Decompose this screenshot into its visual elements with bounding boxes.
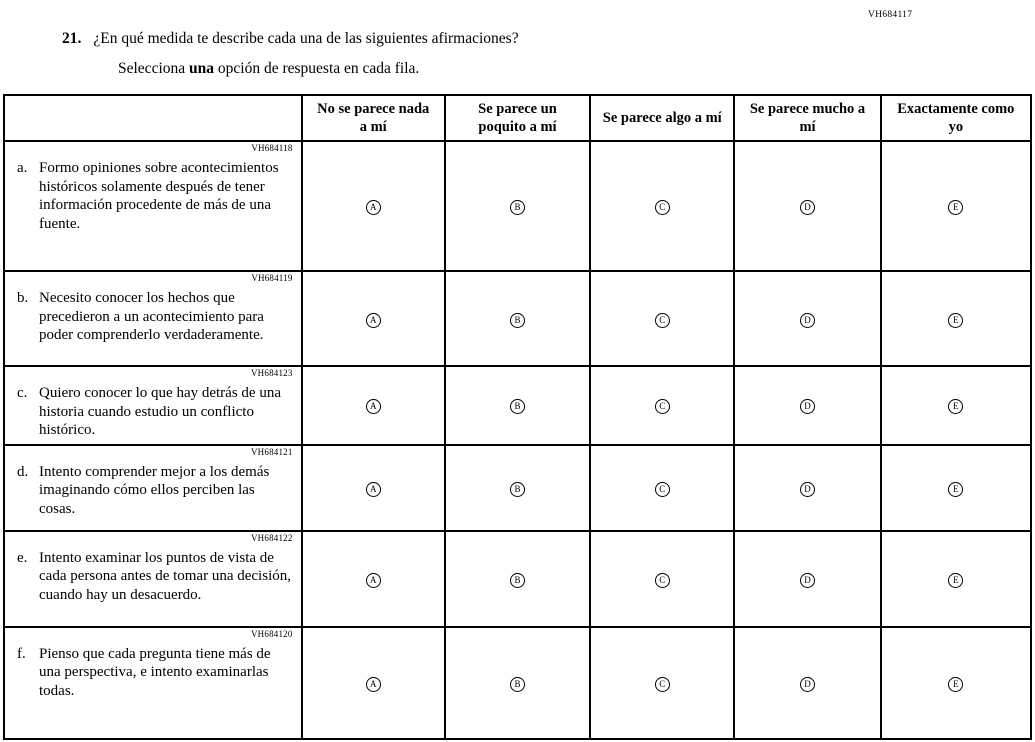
radio-option-e[interactable]: E xyxy=(948,399,963,414)
radio-option-b[interactable]: B xyxy=(510,200,525,215)
radio-option-e[interactable]: E xyxy=(948,200,963,215)
option-cell[interactable] xyxy=(881,271,1031,366)
radio-option-c[interactable]: C xyxy=(655,482,670,497)
option-cell[interactable] xyxy=(445,366,590,445)
instruction-bold-word: una xyxy=(189,60,215,77)
option-cell[interactable] xyxy=(881,366,1031,445)
option-cell[interactable] xyxy=(734,141,880,271)
item-code: VH684121 xyxy=(250,446,293,457)
item-code: VH684120 xyxy=(250,628,293,639)
option-cell[interactable] xyxy=(590,445,734,531)
row-label: d. xyxy=(17,463,29,480)
radio-option-a[interactable]: A xyxy=(366,399,381,414)
row-label: a. xyxy=(17,160,28,176)
statement-cell xyxy=(4,531,302,627)
radio-option-b[interactable]: B xyxy=(510,313,525,328)
option-cell[interactable] xyxy=(881,445,1031,531)
table-row-e xyxy=(4,531,1031,627)
option-cell[interactable] xyxy=(302,141,445,271)
statement-text: Formo opiniones sobre acontecimientos históricos solamente después de tener información procedente de más de una fuente. xyxy=(39,160,279,232)
radio-option-d[interactable]: D xyxy=(800,200,815,215)
option-cell[interactable] xyxy=(445,531,590,627)
table-row-b xyxy=(4,271,1031,366)
radio-option-e[interactable]: E xyxy=(948,677,963,692)
statement-text: Intento examinar los puntos de vista de cada persona antes de tomar una decisión, cuando hay un desacuerdo. xyxy=(39,549,291,603)
radio-option-c[interactable]: C xyxy=(655,200,670,215)
radio-option-d[interactable]: D xyxy=(800,399,815,414)
table-row-d xyxy=(4,445,1031,531)
option-cell[interactable] xyxy=(445,445,590,531)
form-code: VH684117 xyxy=(868,10,913,20)
radio-option-c[interactable]: C xyxy=(655,399,670,414)
table-row-c xyxy=(4,366,1031,445)
statement-cell xyxy=(4,627,302,739)
statement-text: Intento comprender mejor a los demás imaginando cómo ellos perciben las cosas. xyxy=(39,463,270,517)
row-label: c. xyxy=(17,385,28,401)
radio-option-a[interactable]: A xyxy=(366,200,381,215)
column-header-2: Se parece algo a mí xyxy=(590,95,734,141)
statement-cell xyxy=(4,141,302,271)
column-header-3: Se parece mucho a mí xyxy=(734,95,880,141)
option-cell[interactable] xyxy=(734,271,880,366)
row-label: e. xyxy=(17,549,28,566)
option-cell[interactable] xyxy=(734,531,880,627)
statement-cell xyxy=(4,366,302,445)
radio-option-a[interactable]: A xyxy=(366,573,381,588)
table-row-a xyxy=(4,141,1031,271)
radio-option-a[interactable]: A xyxy=(366,677,381,692)
option-cell[interactable] xyxy=(302,445,445,531)
option-cell[interactable] xyxy=(445,271,590,366)
option-cell[interactable] xyxy=(590,531,734,627)
column-header-0: No se parece nada a mí xyxy=(302,95,445,141)
radio-option-c[interactable]: C xyxy=(655,677,670,692)
option-cell[interactable] xyxy=(881,627,1031,739)
statement-column-header xyxy=(4,95,302,141)
radio-option-d[interactable]: D xyxy=(800,677,815,692)
option-cell[interactable] xyxy=(590,627,734,739)
radio-option-d[interactable]: D xyxy=(800,573,815,588)
statement-cell xyxy=(4,271,302,366)
radio-option-d[interactable]: D xyxy=(800,313,815,328)
option-cell[interactable] xyxy=(302,271,445,366)
option-cell[interactable] xyxy=(445,627,590,739)
option-cell[interactable] xyxy=(590,366,734,445)
radio-option-e[interactable]: E xyxy=(948,573,963,588)
item-code: VH684119 xyxy=(251,273,293,283)
item-code: VH684122 xyxy=(250,532,293,543)
header-row xyxy=(4,95,1031,141)
statement-text: Pienso que cada pregunta tiene más de una perspectiva, e intento examinarlas todas. xyxy=(39,645,271,699)
radio-option-b[interactable]: B xyxy=(510,677,525,692)
instruction-suffix: opción de respuesta en cada fila. xyxy=(214,60,420,77)
radio-option-c[interactable]: C xyxy=(655,573,670,588)
option-cell[interactable] xyxy=(734,445,880,531)
instruction-prefix: Selecciona xyxy=(118,60,190,77)
statement-text: Necesito conocer los hechos que precedieron a un acontecimiento para poder comprenderlo verdaderamente. xyxy=(39,290,264,344)
option-cell[interactable] xyxy=(445,141,590,271)
radio-option-a[interactable]: A xyxy=(366,313,381,328)
column-header-1: Se parece un poquito a mí xyxy=(445,95,590,141)
radio-option-a[interactable]: A xyxy=(366,482,381,497)
radio-option-e[interactable]: E xyxy=(948,482,963,497)
column-header-4: Exactamente como yo xyxy=(881,95,1031,141)
radio-option-b[interactable]: B xyxy=(510,482,525,497)
option-cell[interactable] xyxy=(302,531,445,627)
statement-text: Quiero conocer lo que hay detrás de una historia cuando estudio un conflicto histórico. xyxy=(39,385,281,439)
item-code: VH684118 xyxy=(251,143,293,153)
question-number: 21. xyxy=(62,30,82,47)
option-cell[interactable] xyxy=(302,366,445,445)
option-cell[interactable] xyxy=(881,141,1031,271)
radio-option-d[interactable]: D xyxy=(800,482,815,497)
item-code: VH684123 xyxy=(250,368,293,378)
option-cell[interactable] xyxy=(734,366,880,445)
statement-cell xyxy=(4,445,302,531)
option-cell[interactable] xyxy=(881,531,1031,627)
table-row-f xyxy=(4,627,1031,739)
instruction-line xyxy=(118,58,1035,80)
radio-option-e[interactable]: E xyxy=(948,313,963,328)
option-cell[interactable] xyxy=(302,627,445,739)
response-matrix-table xyxy=(3,94,1032,740)
option-cell[interactable] xyxy=(590,271,734,366)
option-cell[interactable] xyxy=(590,141,734,271)
row-label: b. xyxy=(17,290,29,306)
option-cell[interactable] xyxy=(734,627,880,739)
row-label: f. xyxy=(17,645,26,662)
question-line xyxy=(62,28,1035,50)
radio-option-b[interactable]: B xyxy=(510,573,525,588)
question-text: ¿En qué medida te describe cada una de las siguientes afirmaciones? xyxy=(93,30,519,47)
radio-option-c[interactable]: C xyxy=(655,313,670,328)
radio-option-b[interactable]: B xyxy=(510,399,525,414)
